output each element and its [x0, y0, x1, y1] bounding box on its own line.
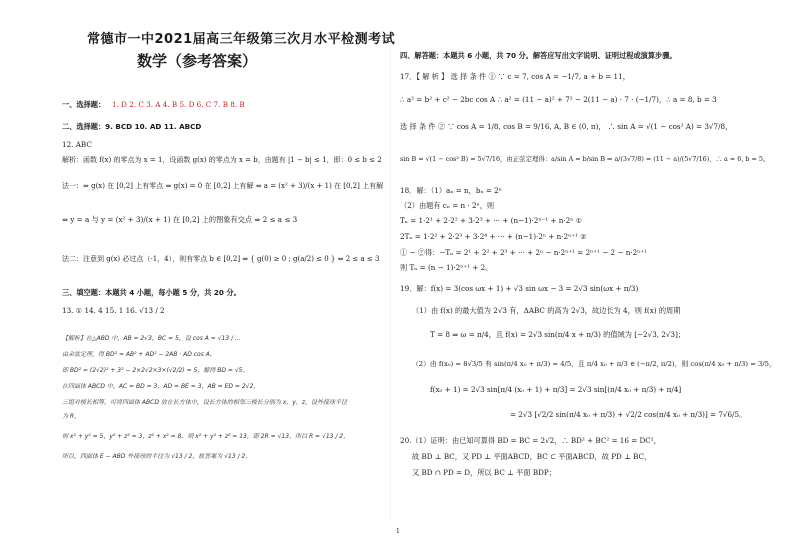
q19-line-3: T = 8 ⇒ ω = π/4，且 f(x) = 2√3 sin(π/4 x + π/3) 的值域为 [−2√3, 2√3]； [430, 330, 686, 339]
q17-line-2: ∴ a² = b² + c² − 2bc cos A ∴ a² = (11 − a)² + 7² − 2(11 − a) · 7 · (−1/7)，∴ a = 8, b = 3 [400, 95, 717, 104]
q19-line-6: = 2√3 [√2/2 sin(π/4 x₀ + π/3) + √2/2 cos(π/4 x₀ + π/3)] = 7√6/5。 [510, 410, 747, 419]
section-1-heading: 一、选择题： [62, 100, 106, 109]
q19-line-5: f(x₀ + 1) = 2√3 sin[π/4 (x₀ + 1) + π/3] = 2√3 sin[(π/4 x₀ + π/3) + π/4] [430, 385, 682, 394]
q18-line-2: （2）由题有 cₙ = n · 2ⁿ，则 [400, 201, 495, 210]
q16-solution-line-5: 三组对棱长相等，可将四面体 ABCD 放在长方体中，设长方体的相邻三棱长分别为 x，y，z，设外接球半径 [62, 399, 348, 406]
q20-line-1: 20.（1）证明：由已知可算得 BD = BC = 2√2，∴ BD² + BC² = 16 = DC²， [400, 436, 661, 445]
q16-solution-line-2: 由余弦定理，得 BD² = AB² + AD² − 2AB · AD cos A， [62, 351, 216, 358]
q19-line-1: 19．解：f(x) = 3(cos ωx + 1) + √3 sin ωx − 3 = 2√3 sin(ωx + π/3) [400, 284, 639, 293]
q16-solution-line-1: 【解析】在△ABD 中，AB = 2√3，BC = 5，设 cos A = √13 / ... [62, 335, 241, 342]
document-subtitle: 数学（参考答案） [137, 52, 258, 70]
section-1-answers: 1. D 2. C 3. A 4. B 5. D 6. C 7. B 8. B [112, 100, 245, 109]
page-number: 1 [396, 528, 400, 535]
q19-line-4: （2）由 f(x₀) = 8√3/5 有 sin(π/4 x₀ + π/3) = 4/5，且 π/4 x₀ + π/3 ∈ (−π/2, π/2)，则 cos(π/4 x₀ + π/3) = 3/5， [412, 360, 776, 368]
q16-solution-line-4: 在四面体 ABCD 中，AC = BD = 3，AD = BE = 3，AB = ED = 2√2， [62, 383, 260, 390]
q12-solution-line-3: ⇔ y = a 与 y = (x² + 3)/(x + 1) 在 [0,2] 上的图象有交点 ⇔ 2 ≤ a ≤ 3 [62, 215, 298, 224]
q19-line-2: （1）由 f(x) 的最大值为 2√3 有，ΔABC 的高为 2√3，故边长为 4，则 f(x) 的周期 [412, 306, 681, 315]
section-2-answers: 二、选择题：9. BCD 10. AD 11. ABCD [62, 122, 202, 131]
q18-line-6: 则 Tₙ = (n − 1)·2ⁿ⁺¹ + 2。 [400, 263, 493, 272]
section-4-heading: 四、解答题：本题共 6 小题，共 70 分。解答应写出文字说明、证明过程或演算步骤。 [400, 51, 677, 60]
section-3-heading: 三、填空题：本题共 4 小题，每小题 5 分，共 20 分。 [62, 288, 241, 297]
q16-solution-line-7: 则 x² + y² = 5，y² + z² = 3，z² + x² = 8，则 x² + y² + z² = 13，即 2R = √13，所以 R = √13 / 2， [62, 433, 350, 440]
q12-solution-line-2: 法一：⇔ g(x) 在 [0,2] 上有零点 ⇔ g(x) = 0 在 [0,2] 上有解 ⇔ a = (x² + 3)/(x + 1) 在 [0,2] 上有解 [62, 182, 384, 190]
document-title: 常德市一中2021届高三年级第三次月水平检测考试 [87, 32, 396, 47]
question-12-answer: 12. ABC [62, 140, 92, 149]
q17-line-1: 17．【 解 析 】 选 择 条 件 ① ∵ c = 7, cos A = −1/7, a + b = 11， [400, 72, 630, 81]
q17-line-4: sin B = √(1 − cos² B) = 5√7/16，由正弦定理得：a/sin A = b/sin B ⇒ a/(3√7/8) = (11 − a)/(5√7/16)，∴ a = 6, b = 5。 [400, 155, 770, 163]
q12-solution-line-4: 法二：注意到 g(x) 必过点（-1，4），则有零点 b ∈ [0,2] ⇔ { g(0) ≥ 0 ; g(a/2) ≤ 0 } ⇔ 2 ≤ a ≤ 3 [62, 255, 380, 263]
q16-solution-line-8: 所以，四面体 E − ABD 外接球的半径为 √13 / 2，故答案为 √13 / 2。 [62, 453, 252, 460]
q16-solution-line-3: 即 BD² = (2√2)² + 3² − 2×2√2×3×(√2/2) = 5，解得 BD = √5。 [62, 367, 249, 374]
fill-in-answers: 13. ① 14. 4 15. 1 16. √13 / 2 [62, 306, 165, 315]
q18-line-3: Tₙ = 1·2¹ + 2·2² + 3·2³ + ··· + (n−1)·2ⁿ⁻¹ + n·2ⁿ ① [400, 216, 583, 225]
q12-solution-line-1: 解析：函数 f(x) 的零点为 x = 1，设函数 g(x) 的零点为 x = b，由题有 |1 − b| ≤ 1，即：0 ≤ b ≤ 2 [62, 156, 382, 164]
q20-line-3: 又 BD ∩ PD = D，所以 BC ⊥ 平面 BDP； [412, 468, 556, 477]
q20-line-2: 故 BD ⊥ BC，又 PD ⊥ 平面ABCD，BC ⊂ 平面ABCD，故 PD ⊥ BC， [412, 452, 652, 461]
q16-solution-line-6: 为 R， [62, 413, 81, 420]
q18-line-5: ① − ②得：−Tₙ = 2¹ + 2² + 2³ + ··· + 2ⁿ − n·2ⁿ⁺¹ = 2ⁿ⁺¹ − 2 − n·2ⁿ⁺¹ [400, 248, 647, 257]
q17-line-3: 选 择 条 件 ② ∵ cos A = 1/8, cos B = 9/16, A, B ∈ (0, π)， ∴ sin A = √(1 − cos² A) = 3√7/8， [400, 122, 733, 131]
q18-line-4: 2Tₙ = 1·2² + 2·2³ + 3·2⁴ + ··· + (n−1)·2ⁿ + n·2ⁿ⁺¹ ② [400, 232, 587, 241]
column-divider [390, 40, 391, 520]
q18-line-1: 18．解：（1）aₙ = n，bₙ = 2ⁿ [400, 186, 502, 195]
